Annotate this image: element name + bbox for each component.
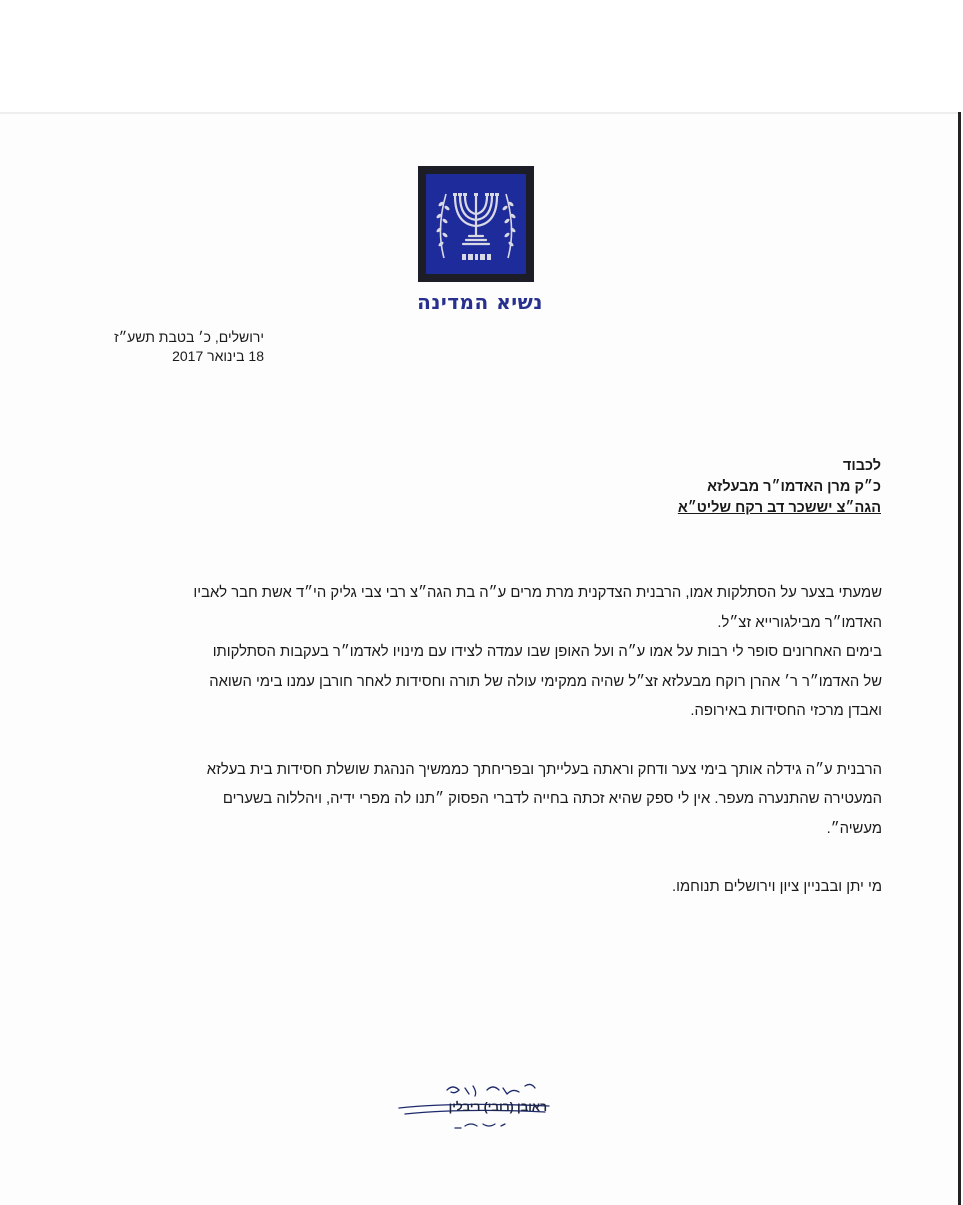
page-edge-right [958,112,961,1205]
paragraph-gap [82,727,882,756]
signature [395,1078,565,1140]
body-line: מעשיה״. [826,820,882,837]
body-line: הרבנית ע״ה גידלה אותך בימי צער ודחק וראתה בעלייתך ובפריחתך כממשיך הנהגת שושלת חסידות בית בעלזא [206,761,882,778]
emblem-field [426,174,526,274]
body-line: מי יתן ובבניין ציון וירושלים תנוחמו. [672,879,882,895]
paragraph-gap [82,844,882,873]
addressee-block [500,456,881,519]
signature-printed-name: ראובן (רובי) ריבלין [448,1100,547,1114]
body-line: שמעתי בצער על הסתלקות אמו, הרבנית הצדקנית מרת מרים ע״ה בת הגה״צ רבי צבי גליק הי״ד אשת חבר לאביו [193,585,882,601]
gregorian-date: 18 בינואר 2017 [172,348,264,364]
body-line: בימים האחרונים סופר לי רבות על אמו ע״ה ועל האופן שבו עמדה לצידו עם מינויו לאדמו״ר בעקבות הסתלקותו [212,644,882,660]
body-line: האדמו״ר מבילגורייא זצ״ל. [717,614,882,631]
date-block [60,328,264,366]
body-line: ואבדן מרכזי החסידות באירופה. [690,703,882,719]
body-line: המעטירה שהתנערה מעפר. אין לי ספק שהיא זכתה בחייה לדברי הפסוק ״תנו לה מפרי ידיה, ויהללוה בשערים [222,791,882,807]
addressee-salutation: לכבוד [842,458,881,474]
hebrew-date: ירושלים, כ׳ בטבת תשע״ז [114,329,264,345]
page-edge-top [0,112,958,114]
letter-body [82,579,882,903]
body-line: של האדמו״ר ר׳ אהרן רוקח מבעלזא זצ״ל שהיה ממקימי עולה של תורה וחסידות לאחר חורבן עמנו בימי השואה [209,673,882,690]
addressee-name: הגה״צ יששכר דב רקח שליט״א [677,500,881,516]
scan-margin [0,0,963,112]
letterhead-title: נשיא המדינה [417,290,543,314]
menorah-icon [426,174,526,274]
state-emblem-icon [418,166,534,282]
addressee-title: כ״ק מרן האדמו״ר מבעלזא [707,479,881,495]
